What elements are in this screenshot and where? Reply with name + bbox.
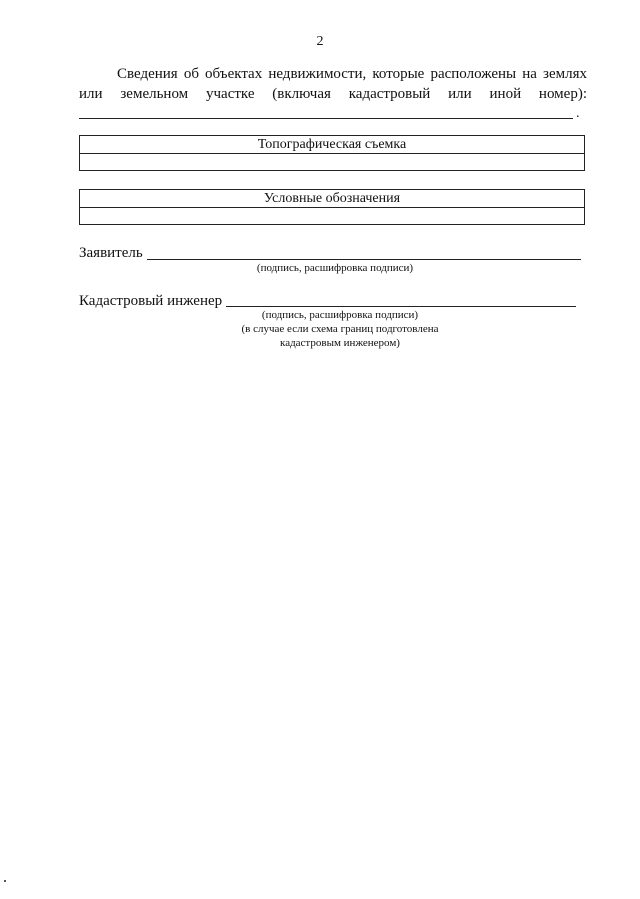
engineer-caption-3: кадастровым инженером): [280, 337, 400, 349]
applicant-signature-line: [147, 259, 581, 260]
applicant-label: Заявитель: [79, 245, 143, 261]
topographic-survey-body: [80, 154, 585, 171]
engineer-caption-2: (в случае если схема границ подготовлена: [241, 323, 439, 335]
page-number: 2: [316, 34, 324, 49]
property-info-paragraph: [79, 64, 587, 104]
legend-table: [79, 189, 585, 225]
engineer-caption-1: (подпись, расшифровка подписи): [261, 309, 419, 321]
legend-header: Условные обозначения: [80, 190, 585, 208]
applicant-caption: (подпись, расшифровка подписи): [256, 262, 414, 274]
cadastral-engineer-label: Кадастровый инженер: [79, 293, 223, 309]
scan-speck: [4, 880, 6, 882]
topographic-survey-table: [79, 135, 585, 171]
property-info-fill-row: [79, 107, 587, 121]
fill-end-mark: .: [576, 106, 580, 121]
intro-line-2: или земельном участке (включая кадастровый или иной номер):: [79, 86, 587, 102]
topographic-survey-header: Топографическая съемка: [80, 136, 585, 154]
legend-body: [80, 208, 585, 225]
property-info-fill-line: [79, 118, 573, 119]
cadastral-engineer-signature-line: [226, 306, 576, 307]
intro-line-1: Сведения об объектах недвижимости, которые расположены на землях: [117, 66, 587, 82]
